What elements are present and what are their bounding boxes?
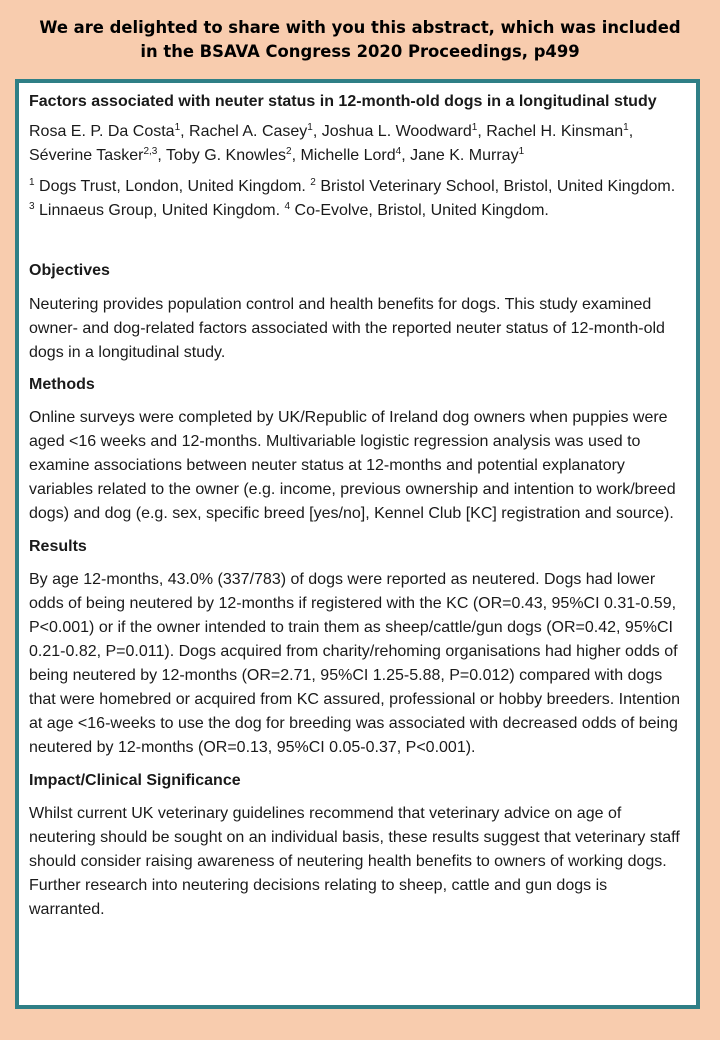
author <box>300 147 401 164</box>
author <box>486 123 629 140</box>
banner <box>0 16 720 64</box>
abstract-title: Factors associated with neuter status in 12-month-old dogs in a longitudinal study <box>29 93 657 110</box>
affiliation-list <box>29 175 686 223</box>
author <box>410 147 524 164</box>
author <box>29 123 180 140</box>
author <box>29 147 157 164</box>
author-affiliation-mark: 1 <box>623 122 629 133</box>
author-name: Joshua L. Woodward <box>321 123 472 140</box>
affiliation-mark: 4 <box>284 201 291 212</box>
affiliation-text: Dogs Trust, London, United Kingdom. <box>39 178 306 195</box>
affiliation-mark: 2 <box>310 177 316 188</box>
author-affiliation-mark: 1 <box>471 122 478 133</box>
author-affiliation-mark: 1 <box>307 122 313 133</box>
abstract-card <box>15 79 700 1009</box>
section-body-impact: Whilst current UK veterinary guidelines recommend that veterinary advice on age of neutering should be sought on an individual basis, these results suggest that veterinary staff should consider raising awareness of neutering health benefits to owners of working dogs. Further research into neutering decisions relating to sheep, cattle and gun dogs is warranted. <box>29 805 680 918</box>
author-name: Séverine Tasker <box>29 147 144 164</box>
section-heading-methods: Methods <box>29 376 95 393</box>
author-name: Rachel A. Casey <box>189 123 308 140</box>
affiliation-text: Co-Evolve, Bristol, United Kingdom. <box>294 202 549 219</box>
author <box>322 123 478 140</box>
author-affiliation-mark: 1 <box>174 122 181 133</box>
author-affiliation-mark: 4 <box>395 146 402 157</box>
author-list: Rosa E. P. Da Costa$^1$, Rachel A. Casey$^1$, Joshua L. Woodward$^1$, Rachel H. Kinsman$^1$, Séverine Tasker$^{2,3}$, Toby G. Knowles$^2$, Michelle Lord$^4$, Jane K. Murray$^1$ <box>29 122 634 164</box>
section-body-objectives: Neutering provides population control and health benefits for dogs. This study examined owner- and dog-related factors associated with the reported neuter status of 12-month-old dogs in a longitudinal study. <box>29 296 665 361</box>
author-name: Rosa E. P. Da Costa <box>29 123 175 140</box>
affiliation-text: Bristol Veterinary School, Bristol, United Kingdom. <box>320 178 676 195</box>
banner-line-1: We are delighted to share with you this abstract, which was included <box>39 18 681 37</box>
author-name: Toby G. Knowles <box>165 147 287 164</box>
author <box>189 123 313 140</box>
author-name: Michelle Lord <box>300 147 396 164</box>
author-name: Rachel H. Kinsman <box>486 123 624 140</box>
author-affiliation-mark: 1 <box>518 146 525 157</box>
affiliation-mark: 1 <box>29 177 35 188</box>
affiliation-mark: 3 <box>29 201 35 212</box>
author-affiliation-mark: 2 <box>286 146 292 157</box>
section-heading-results: Results <box>29 538 87 555</box>
section-heading-objectives: Objectives <box>29 262 110 279</box>
section-heading-impact: Impact/Clinical Significance <box>29 772 241 789</box>
author-name: Jane K. Murray <box>410 147 519 164</box>
section-body-methods: Online surveys were completed by UK/Republic of Ireland dog owners when puppies were aged <16 weeks and 12-months. Multivariable logistic regression analysis was used to examine associations between neuter status at 12-months and potential explanatory variables related to the owner (e.g. income, previous ownership and intention to work/breed dogs) and dog (e.g. sex, specific breed [yes/no], Kennel Club [KC] registration and source). <box>29 409 676 522</box>
author <box>166 147 292 164</box>
author-affiliation-mark: 2,3 <box>143 146 158 157</box>
affiliation-text: Linnaeus Group, United Kingdom. <box>39 202 281 219</box>
banner-line-2: in the BSAVA Congress 2020 Proceedings, p499 <box>140 42 580 61</box>
section-body-results: By age 12-months, 43.0% (337/783) of dogs were reported as neutered. Dogs had lower odds of being neutered by 12-months if registered with the KC (OR=0.43, 95%CI 0.31-0.59, P<0.001) or if the owner intended to train them as sheep/cattle/gun dogs (OR=0.42, 95%CI 0.21-0.82, P=0.011). Dogs acquired from charity/rehoming organisations had higher odds of being neutered by 12-months (OR=2.71, 95%CI 1.25-5.88, P=0.012) compared with dogs that were homebred or acquired from KC assured, professional or hobby breeders. Intention at age <16-weeks to use the dog for breeding was associated with decreased odds of being neutered by 12-months (OR=0.13, 95%CI 0.05-0.37, P<0.001). <box>29 571 681 756</box>
